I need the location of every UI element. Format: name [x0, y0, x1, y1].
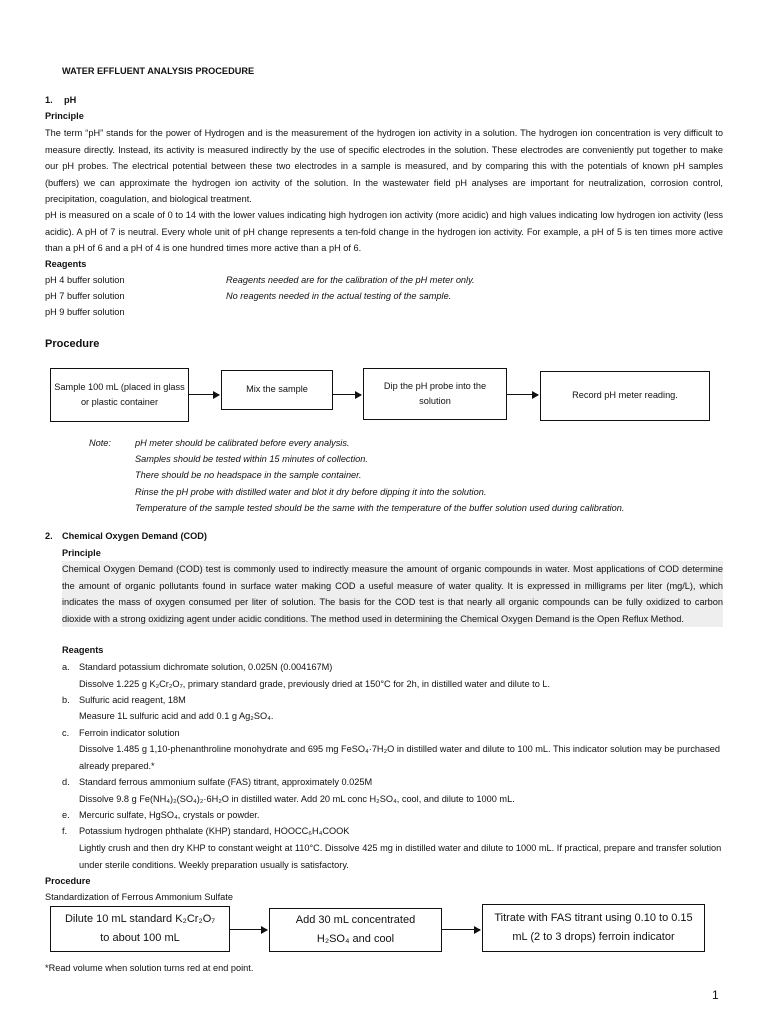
note-item: Samples should be tested within 15 minutes of collection. — [135, 454, 368, 464]
reagent-detail: Dissolve 9.8 g Fe(NH₄)₂(SO₄)₂·6H₂O in distilled water. Add 20 mL conc H₂SO₄, cool, and dilute to 1000 mL. — [79, 794, 515, 804]
reagent-note: No reagents needed in the actual testing of the sample. — [226, 291, 452, 301]
section-1-title: pH — [64, 95, 77, 105]
section-1-principle-paragraph-1: The term “pH” stands for the power of Hydrogen and is the measurement of the hydrogen ion activity in a solution. The hydrogen ion concentration is very difficult to measure directly. Instead, its activity is measured indirectly by the use of specific electrodes in the solution. These electrodes are conveniently put together to make our pH probes. The electrical potential between these two electrodes in a sample is measured, and by comparing this with the potentials of known pH samples (buffers) we can approximate the hydrogen ion activity of the solution. In the wastewater field pH analyses are important for neutralization, corrosion control, precipitation, coagulation, and biological treatment. — [45, 128, 723, 204]
section-2-reagents-heading: Reagents — [62, 645, 104, 655]
section-1-principle-heading: Principle — [45, 111, 84, 121]
reagent-name: pH 7 buffer solution — [45, 291, 125, 301]
reagent-label: c. — [62, 728, 70, 738]
flow-step-dip — [363, 368, 507, 420]
reagent-detail: Measure 1L sulfuric acid and add 0.1 g Ag₂SO₄. — [79, 711, 274, 721]
flow-step-mix — [221, 370, 333, 410]
note-label: Note: — [89, 438, 111, 448]
flow-arrow — [333, 394, 361, 395]
footnote: *Read volume when solution turns red at end point. — [45, 963, 254, 973]
note-item: Temperature of the sample tested should be the same with the temperature of the buffer solution used during calibration. — [135, 503, 625, 513]
flow-arrow — [442, 929, 480, 930]
reagent-name: Standard potassium dichromate solution, 0.025N (0.004167M) — [79, 662, 333, 672]
reagent-detail: Dissolve 1.485 g 1,10-phenanthroline monohydrate and 695 mg FeSO₄·7H₂O in distilled water and dilute to 100 mL. This indicator solution may be purchased already prepared.* — [79, 744, 720, 771]
reagent-detail: Dissolve 1.225 g K₂Cr₂O₇, primary standard grade, previously dried at 150°C for 2h, in distilled water and dilute to L. — [79, 679, 551, 689]
reagent-note: Reagents needed are for the calibration of the pH meter only. — [226, 275, 475, 285]
reagent-name: Potassium hydrogen phthalate (KHP) standard, HOOCC₆H₄COOK — [79, 826, 350, 836]
reagent-label: e. — [62, 810, 70, 820]
section-2-principle-heading: Principle — [62, 548, 101, 558]
section-2-number: 2. — [45, 531, 53, 541]
reagent-name: Sulfuric acid reagent, 18M — [79, 695, 186, 705]
section-1-principle-paragraph-2: pH is measured on a scale of 0 to 14 with the lower values indicating high hydrogen ion activity (more acidic) and high values indicating low hydrogen ion activity (less acidic). A pH of 7 is neutral. Every whole unit of pH change represents a ten-fold change in the hydrogen ion activity. For example, a pH of 5 is ten times more active than a pH of 6 and a pH of 4 is one hundred times more active than a pH of 6. — [45, 210, 723, 253]
note-item: pH meter should be calibrated before every analysis. — [135, 438, 350, 448]
section-1-procedure-heading: Procedure — [45, 338, 100, 350]
reagent-name: Mercuric sulfate, HgSO₄, crystals or powder. — [79, 810, 260, 820]
flow-step-text: Titrate with FAS titrant using 0.10 to 0.15 mL (2 to 3 drops) ferroin indicator — [494, 912, 693, 943]
flow-step-text: Dip the pH probe into the solution — [383, 380, 487, 406]
section-2-title: Chemical Oxygen Demand (COD) — [62, 531, 207, 541]
flow-step-dilute — [50, 906, 230, 952]
section-2-procedure-heading: Procedure — [45, 876, 91, 886]
reagent-label: a. — [62, 662, 70, 672]
flow-step-text: Mix the sample — [246, 384, 308, 395]
flow-step-text: Record pH meter reading. — [572, 390, 678, 401]
reagent-detail: Lightly crush and then dry KHP to constant weight at 110°C. Dissolve 425 mg in distilled water and dilute to 1000 mL. If practical, prepare and transfer solution under sterile conditions. Weekly preparation usually is satisfactory. — [79, 843, 722, 870]
reagent-name: Ferroin indicator solution — [79, 728, 180, 738]
section-2-principle-paragraph: Chemical Oxygen Demand (COD) test is commonly used to indirectly measure the amount of organic compounds in water. Most applications of COD determine the amount of organic pollutants found in surface water making COD a useful measure of water quality. It is expressed in milligrams per liter (mg/L), which indicates the mass of oxygen consumed per liter of solution. The basis for the COD test is that nearly all organic compounds can be fully oxidized to carbon dioxide with a strong oxidizing agent under acidic conditions. The method used in determining the Chemical Oxygen Demand is the Open Reflux Method. — [62, 561, 723, 627]
reagent-name: pH 4 buffer solution — [45, 275, 125, 285]
reagent-name: Standard ferrous ammonium sulfate (FAS) titrant, approximately 0.025M — [79, 777, 373, 787]
flow-arrow — [507, 394, 538, 395]
page-number: 1 — [712, 988, 719, 1002]
flow-step-text: Dilute 10 mL standard K₂Cr₂O₇ to about 100 mL — [64, 913, 216, 944]
standardization-heading: Standardization of Ferrous Ammonium Sulfate — [45, 892, 233, 902]
reagent-name: pH 9 buffer solution — [45, 307, 125, 317]
flow-step-titrate — [482, 904, 705, 952]
flow-step-text: Add 30 mL concentrated H₂SO₄ and cool — [295, 914, 416, 945]
flow-step-sample — [50, 368, 189, 422]
note-item: Rinse the pH probe with distilled water and blot it dry before dipping it into the solution. — [135, 487, 487, 497]
flow-step-text: Sample 100 mL (placed in glass or plastic container — [54, 381, 185, 407]
flow-step-record — [540, 371, 710, 421]
reagent-label: d. — [62, 777, 70, 787]
note-item: There should be no headspace in the sample container. — [135, 470, 362, 480]
reagent-label: b. — [62, 695, 70, 705]
section-1-number: 1. — [45, 95, 53, 105]
document-title: WATER EFFLUENT ANALYSIS PROCEDURE — [62, 66, 255, 76]
flow-step-add-acid — [269, 908, 442, 952]
section-1-reagents-heading: Reagents — [45, 259, 87, 269]
flow-arrow — [230, 929, 267, 930]
reagent-label: f. — [62, 826, 68, 836]
flow-arrow — [189, 394, 219, 395]
